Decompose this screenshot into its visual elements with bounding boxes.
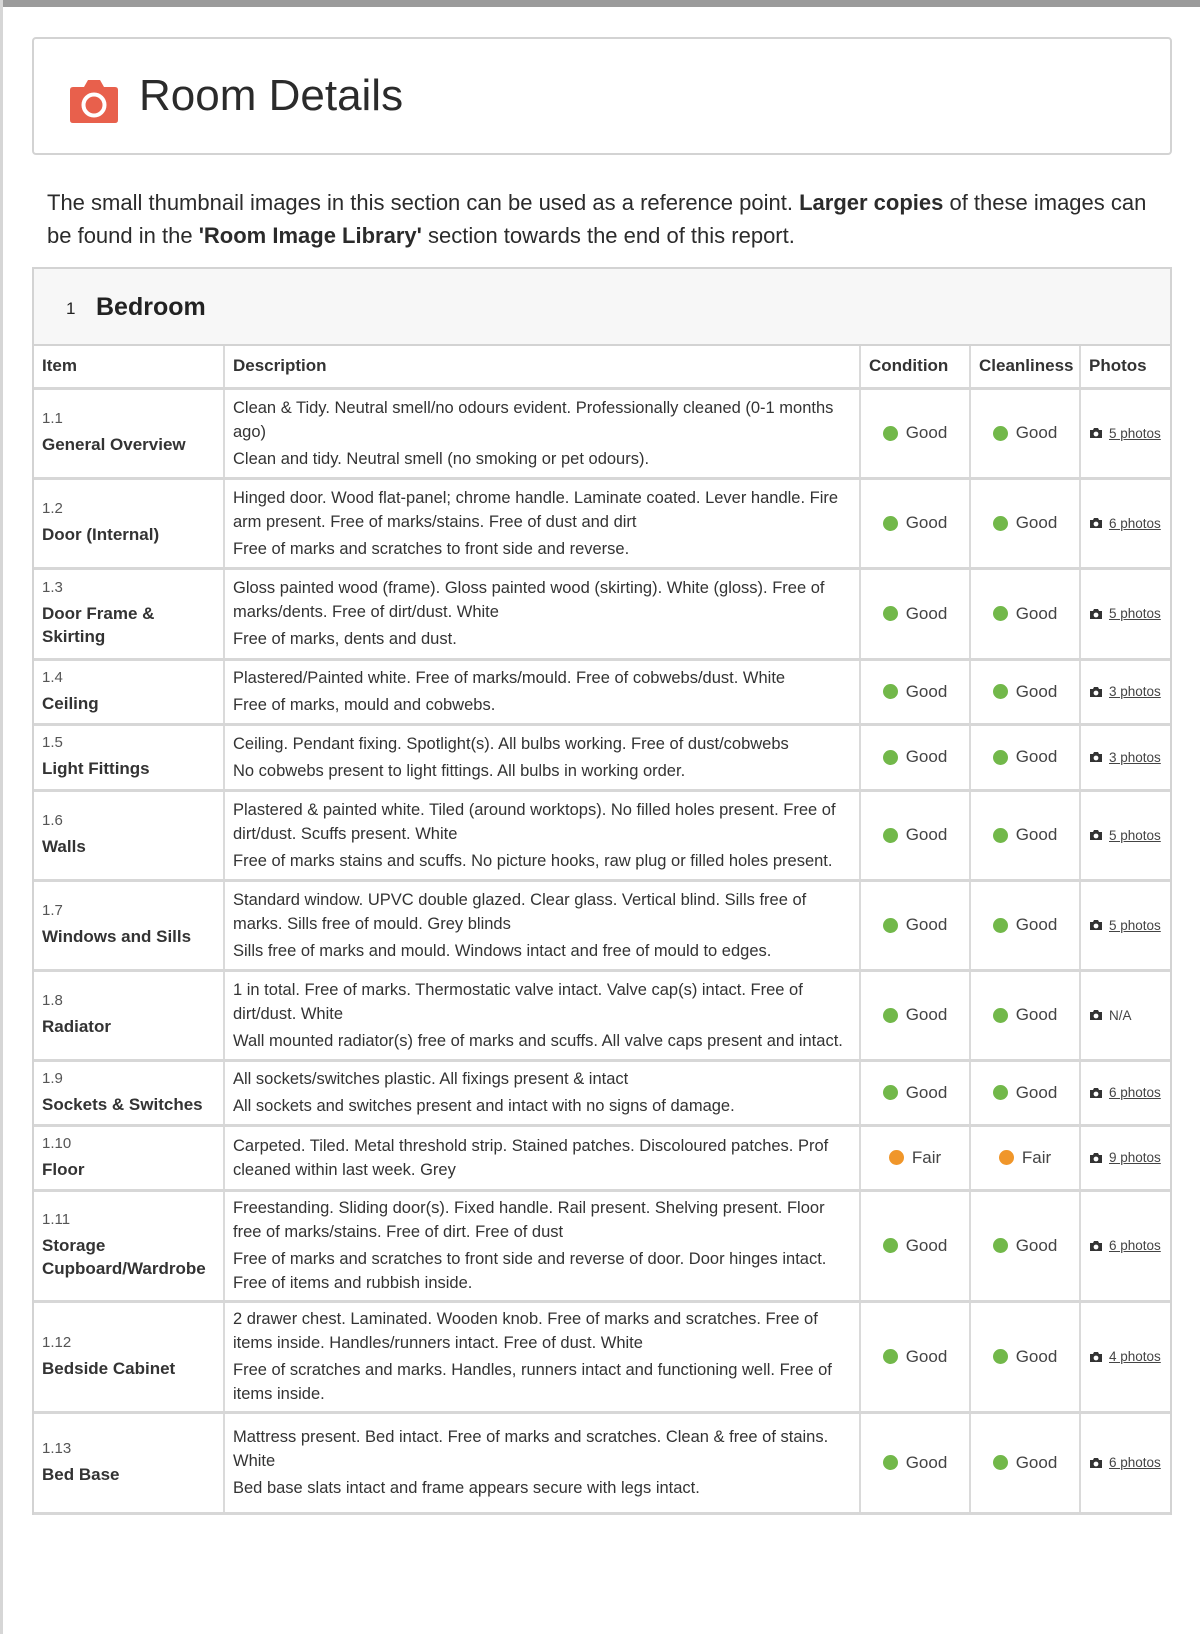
photos-link-text[interactable]: 3 photos <box>1109 684 1161 699</box>
status-dot-icon <box>993 828 1008 843</box>
photos-link[interactable] <box>1089 1085 1162 1100</box>
photos-cell <box>1080 1301 1170 1412</box>
condition-label: Fair <box>911 1147 942 1167</box>
table-row <box>34 478 1170 568</box>
item-cell <box>34 880 224 970</box>
status-dot-icon <box>999 1150 1014 1165</box>
photos-link-text[interactable]: 5 photos <box>1109 917 1161 933</box>
condition-label: Good <box>905 1005 948 1024</box>
table-row <box>34 568 1170 659</box>
item-number: 1.6 <box>42 812 63 829</box>
status-dot-icon <box>993 1455 1008 1470</box>
item-name: General Overview <box>42 435 186 454</box>
status-dot-icon <box>993 1008 1008 1023</box>
status-dot-icon <box>883 684 898 699</box>
cleanliness-cell <box>970 568 1080 659</box>
photos-link-text[interactable]: 5 photos <box>1109 606 1161 621</box>
camera-icon <box>1089 1457 1103 1469</box>
camera-icon <box>1089 1087 1103 1099</box>
photos-link-text[interactable]: 6 photos <box>1109 1238 1161 1253</box>
cleanliness-status <box>979 513 1071 533</box>
condition-cell <box>860 478 970 568</box>
camera-icon <box>1089 1240 1103 1252</box>
photos-cell <box>1080 1412 1170 1513</box>
cleanliness-cell <box>970 659 1080 724</box>
item-number: 1.4 <box>42 668 63 686</box>
cleanliness-status <box>979 1005 1071 1025</box>
photos-link-text[interactable]: 5 photos <box>1109 425 1161 441</box>
photos-cell <box>1080 1190 1170 1301</box>
status-dot-icon <box>883 1008 898 1023</box>
description-cell <box>224 568 860 659</box>
camera-icon <box>1089 427 1103 439</box>
condition-cell <box>860 1060 970 1125</box>
cleanliness-label: Good <box>1015 1235 1058 1255</box>
description-text: 1 in total. Free of marks. Thermostatic valve intact. Valve cap(s) intact. Free of dirt/dust. White <box>233 980 803 1023</box>
item-cell <box>34 1190 224 1301</box>
item-name: Light Fittings <box>42 759 150 778</box>
condition-cell <box>860 724 970 790</box>
status-dot-icon <box>883 426 898 441</box>
cleanliness-status <box>979 682 1071 702</box>
room-items-table <box>34 346 1170 1515</box>
item-number: 1.9 <box>42 1069 63 1087</box>
condition-cell <box>860 568 970 659</box>
photos-link[interactable] <box>1089 1455 1162 1470</box>
condition-label: Good <box>905 1235 948 1255</box>
top-border <box>0 0 1200 7</box>
item-number: 1.2 <box>42 500 63 517</box>
status-dot-icon <box>883 1455 898 1470</box>
item-name: Door Frame & Skirting <box>42 604 155 646</box>
status-dot-icon <box>993 918 1008 933</box>
item-name: Ceiling <box>42 693 99 713</box>
item-number: 1.5 <box>42 734 63 751</box>
photos-cell <box>1080 970 1170 1060</box>
description-note: All sockets and switches present and intact with no signs of damage. <box>233 1097 735 1115</box>
condition-status <box>869 1083 961 1103</box>
column-header-cleanliness: Cleanliness <box>970 346 1080 388</box>
photos-link-text[interactable]: 4 photos <box>1109 1349 1161 1364</box>
description-cell <box>224 1190 860 1301</box>
item-number: 1.12 <box>42 1333 72 1351</box>
description-text: Clean & Tidy. Neutral smell/no odours evident. Professionally cleaned (0-1 months ago) <box>233 398 834 441</box>
cleanliness-status <box>979 1347 1071 1367</box>
description-cell <box>224 970 860 1060</box>
status-dot-icon <box>993 606 1008 621</box>
column-header-photos: Photos <box>1080 346 1170 388</box>
item-name: Bedside Cabinet <box>42 1358 176 1378</box>
item-number: 1.13 <box>42 1439 72 1457</box>
condition-label: Good <box>905 915 948 934</box>
condition-label: Good <box>905 1346 948 1366</box>
item-name: Radiator <box>42 1017 111 1036</box>
room-section <box>32 267 1172 1515</box>
cleanliness-label: Good <box>1015 825 1058 844</box>
photos-link[interactable] <box>1089 828 1162 843</box>
item-cell <box>34 659 224 724</box>
description-text: Ceiling. Pendant fixing. Spotlight(s). All bulbs working. Free of dust/cobwebs <box>233 734 789 753</box>
cleanliness-status <box>979 1236 1071 1256</box>
photos-link[interactable] <box>1089 684 1162 699</box>
cleanliness-label: Good <box>1015 1082 1058 1102</box>
column-header-item: Item <box>34 346 224 388</box>
cleanliness-cell <box>970 790 1080 880</box>
condition-status <box>869 682 961 702</box>
condition-cell <box>860 880 970 970</box>
photos-cell <box>1080 478 1170 568</box>
photos-cell <box>1080 568 1170 659</box>
description-cell <box>224 478 860 568</box>
photos-cell <box>1080 880 1170 970</box>
cleanliness-status <box>979 423 1071 443</box>
item-number: 1.7 <box>42 902 63 919</box>
description-note: Free of scratches and marks. Handles, runners intact and functioning well. Free of items inside. <box>233 1361 832 1403</box>
camera-icon <box>1089 829 1103 841</box>
item-name: Windows and Sills <box>42 927 192 946</box>
item-number: 1.8 <box>42 992 63 1009</box>
status-dot-icon <box>993 1238 1008 1253</box>
description-text: Standard window. UPVC double glazed. Clear glass. Vertical blind. Sills free of marks. Sills free of mould. Grey blinds <box>233 890 807 933</box>
table-row <box>34 790 1170 880</box>
cleanliness-label: Good <box>1015 747 1058 766</box>
cleanliness-status <box>979 604 1071 624</box>
description-cell <box>224 1412 860 1513</box>
photos-link-text[interactable]: 3 photos <box>1109 749 1161 765</box>
description-note: Free of marks and scratches to front side and reverse. <box>233 539 630 558</box>
photos-link-text: N/A <box>1109 1007 1132 1023</box>
page-title: Room Details <box>139 71 404 120</box>
camera-icon <box>1089 686 1103 698</box>
photos-cell <box>1080 1125 1170 1190</box>
photos-link-text[interactable]: 6 photos <box>1109 1085 1161 1100</box>
condition-cell <box>860 790 970 880</box>
item-cell <box>34 1301 224 1412</box>
status-dot-icon <box>993 1085 1008 1100</box>
cleanliness-cell <box>970 880 1080 970</box>
description-note: Free of marks and scratches to front side and reverse of door. Door hinges intact. Free of items and rubbish inside. <box>233 1250 827 1292</box>
column-header-description: Description <box>224 346 860 388</box>
table-row <box>34 659 1170 724</box>
description-cell <box>224 1060 860 1125</box>
table-row <box>34 1190 1170 1301</box>
condition-label: Good <box>905 1452 948 1472</box>
condition-status <box>869 1347 961 1367</box>
photos-link-text[interactable]: 9 photos <box>1109 1150 1161 1165</box>
condition-status <box>869 1148 961 1168</box>
description-text: All sockets/switches plastic. All fixings present & intact <box>233 1070 629 1088</box>
description-cell <box>224 659 860 724</box>
camera-icon <box>1089 517 1103 529</box>
table-row <box>34 1301 1170 1412</box>
description-cell <box>224 724 860 790</box>
condition-cell <box>860 1301 970 1412</box>
table-row <box>34 388 1170 478</box>
cleanliness-status <box>979 747 1071 767</box>
camera-icon <box>1089 751 1103 763</box>
description-text: Carpeted. Tiled. Metal threshold strip. Stained patches. Discoloured patches. Prof cleaned within last week. Grey <box>233 1136 829 1179</box>
camera-icon <box>1089 1152 1103 1164</box>
column-header-condition: Condition <box>860 346 970 388</box>
cleanliness-label: Good <box>1015 1452 1058 1472</box>
cleanliness-cell <box>970 970 1080 1060</box>
cleanliness-label: Good <box>1015 1346 1058 1366</box>
status-dot-icon <box>993 1349 1008 1364</box>
photos-link[interactable] <box>1089 426 1162 441</box>
description-note: Wall mounted radiator(s) free of marks and scuffs. All valve caps present and intact. <box>233 1031 843 1050</box>
condition-cell <box>860 388 970 478</box>
cleanliness-status <box>979 1083 1071 1103</box>
camera-icon <box>1089 1009 1103 1021</box>
condition-status <box>869 423 961 443</box>
camera-icon <box>1089 919 1103 931</box>
photos-link[interactable] <box>1089 1238 1162 1253</box>
status-dot-icon <box>993 750 1008 765</box>
cleanliness-label: Good <box>1015 1005 1058 1024</box>
condition-label: Good <box>905 603 948 623</box>
intro-text: The small thumbnail images in this section can be used as a reference point. Larger copies of these images can be found in the 'Room Image Library' section towards the end of this report. <box>47 190 1147 248</box>
photos-link-text[interactable]: 5 photos <box>1109 827 1161 843</box>
condition-status <box>869 1005 961 1025</box>
item-name: Floor <box>42 1159 85 1179</box>
condition-label: Good <box>905 825 948 844</box>
page-header <box>32 37 1172 155</box>
condition-label: Good <box>905 681 948 701</box>
table-row <box>34 724 1170 790</box>
section-number: 1 <box>66 299 76 318</box>
cleanliness-status <box>979 825 1071 845</box>
cleanliness-status <box>979 1148 1071 1168</box>
condition-cell <box>860 1190 970 1301</box>
cleanliness-cell <box>970 1060 1080 1125</box>
item-cell <box>34 568 224 659</box>
condition-status <box>869 604 961 624</box>
condition-label: Good <box>905 423 948 442</box>
status-dot-icon <box>883 1085 898 1100</box>
status-dot-icon <box>993 684 1008 699</box>
photos-cell <box>1080 724 1170 790</box>
condition-cell <box>860 659 970 724</box>
description-text: Plastered & painted white. Tiled (around worktops). No filled holes present. Free of dirt/dust. Scuffs present. White <box>233 800 836 843</box>
status-dot-icon <box>883 828 898 843</box>
status-dot-icon <box>993 516 1008 531</box>
photos-link-text[interactable]: 6 photos <box>1109 1455 1161 1470</box>
status-dot-icon <box>883 750 898 765</box>
table-row <box>34 1125 1170 1190</box>
cleanliness-label: Good <box>1015 915 1058 934</box>
description-text: Plastered/Painted white. Free of marks/mould. Free of cobwebs/dust. White <box>233 669 786 687</box>
item-cell <box>34 388 224 478</box>
description-note: Bed base slats intact and frame appears secure with legs intact. <box>233 1479 700 1497</box>
description-note: Free of marks, dents and dust. <box>233 630 457 648</box>
photos-cell <box>1080 790 1170 880</box>
photos-link[interactable] <box>1089 1150 1162 1165</box>
cleanliness-cell <box>970 1125 1080 1190</box>
item-cell <box>34 970 224 1060</box>
cleanliness-status <box>979 1453 1071 1473</box>
photos-cell <box>1080 388 1170 478</box>
photos-link[interactable] <box>1089 918 1162 933</box>
cleanliness-label: Good <box>1015 513 1058 532</box>
description-text: Freestanding. Sliding door(s). Fixed handle. Rail present. Shelving present. Floor free of marks/stains. Free of dirt. Free of dust <box>233 1199 825 1241</box>
photos-link[interactable] <box>1089 750 1162 765</box>
table-header-row <box>34 346 1170 388</box>
status-dot-icon <box>883 516 898 531</box>
item-name: Storage Cupboard/Wardrobe <box>42 1236 206 1278</box>
section-title: Bedroom <box>96 293 206 321</box>
description-note: No cobwebs present to light fittings. All bulbs in working order. <box>233 761 686 780</box>
status-dot-icon <box>889 1150 904 1165</box>
photos-link[interactable] <box>1089 606 1162 621</box>
section-header <box>34 269 1170 346</box>
cleanliness-cell <box>970 724 1080 790</box>
item-number: 1.10 <box>42 1134 72 1152</box>
item-number: 1.3 <box>42 579 63 596</box>
condition-label: Good <box>905 1082 948 1102</box>
photos-cell <box>1080 659 1170 724</box>
description-text: 2 drawer chest. Laminated. Wooden knob. Free of marks and scratches. Free of items inside. Handles/runners intact. Free of dust. White <box>233 1310 818 1352</box>
condition-label: Good <box>905 747 948 766</box>
item-cell <box>34 1125 224 1190</box>
condition-cell <box>860 970 970 1060</box>
photos-link-text[interactable]: 6 photos <box>1109 515 1161 531</box>
item-name: Walls <box>42 837 86 856</box>
description-cell <box>224 1301 860 1412</box>
condition-status <box>869 1236 961 1256</box>
item-cell <box>34 724 224 790</box>
description-note: Sills free of marks and mould. Windows intact and free of mould to edges. <box>233 941 772 960</box>
photos-link <box>1089 1008 1162 1023</box>
cleanliness-cell <box>970 1301 1080 1412</box>
cleanliness-label: Fair <box>1021 1147 1052 1167</box>
cleanliness-cell <box>970 1190 1080 1301</box>
cleanliness-label: Good <box>1015 603 1058 623</box>
condition-cell <box>860 1412 970 1513</box>
cleanliness-cell <box>970 1412 1080 1513</box>
table-row <box>34 880 1170 970</box>
condition-status <box>869 747 961 767</box>
cleanliness-label: Good <box>1015 423 1058 442</box>
table-row <box>34 1412 1170 1513</box>
status-dot-icon <box>883 918 898 933</box>
condition-status <box>869 825 961 845</box>
camera-icon <box>69 77 119 123</box>
status-dot-icon <box>883 1238 898 1253</box>
cleanliness-cell <box>970 478 1080 568</box>
item-name: Sockets & Switches <box>42 1094 203 1114</box>
description-note: Clean and tidy. Neutral smell (no smoking or pet odours). <box>233 449 650 468</box>
photos-link[interactable] <box>1089 516 1162 531</box>
description-text: Hinged door. Wood flat-panel; chrome handle. Laminate coated. Lever handle. Fire arm present. Free of marks/stains. Free of dust and dirt <box>233 488 839 531</box>
status-dot-icon <box>993 426 1008 441</box>
camera-icon <box>1089 608 1103 620</box>
cleanliness-label: Good <box>1015 681 1058 701</box>
item-number: 1.1 <box>42 410 63 427</box>
item-name: Bed Base <box>42 1464 120 1484</box>
photos-link[interactable] <box>1089 1349 1162 1364</box>
condition-label: Good <box>905 513 948 532</box>
condition-cell <box>860 1125 970 1190</box>
description-note: Free of marks, mould and cobwebs. <box>233 696 496 714</box>
description-cell <box>224 880 860 970</box>
table-row <box>34 1060 1170 1125</box>
description-cell <box>224 1125 860 1190</box>
item-name: Door (Internal) <box>42 525 160 544</box>
description-note: Free of marks stains and scuffs. No picture hooks, raw plug or filled holes present. <box>233 851 833 870</box>
status-dot-icon <box>883 606 898 621</box>
description-cell <box>224 388 860 478</box>
description-text: Mattress present. Bed intact. Free of marks and scratches. Clean & free of stains. White <box>233 1428 829 1470</box>
condition-status <box>869 915 961 935</box>
table-row <box>34 970 1170 1060</box>
cleanliness-cell <box>970 388 1080 478</box>
camera-icon <box>1089 1351 1103 1363</box>
condition-status <box>869 1453 961 1473</box>
condition-status <box>869 513 961 533</box>
photos-cell <box>1080 1060 1170 1125</box>
description-cell <box>224 790 860 880</box>
item-cell <box>34 790 224 880</box>
status-dot-icon <box>883 1349 898 1364</box>
description-text: Gloss painted wood (frame). Gloss painted wood (skirting). White (gloss). Free of marks/dents. Free of dirt/dust. White <box>233 579 825 621</box>
left-border <box>0 0 3 1634</box>
cleanliness-status <box>979 915 1071 935</box>
item-cell <box>34 478 224 568</box>
item-cell <box>34 1060 224 1125</box>
item-cell <box>34 1412 224 1513</box>
item-number: 1.11 <box>42 1211 71 1228</box>
